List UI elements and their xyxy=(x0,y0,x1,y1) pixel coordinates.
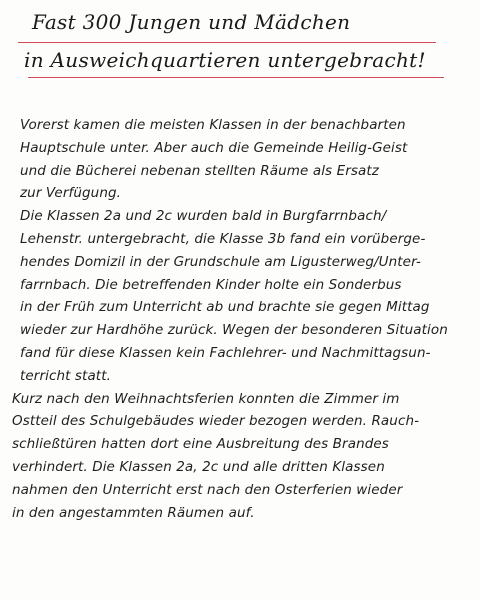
text-line: schließtüren hatten dort eine Ausbreitung des Brandes xyxy=(12,436,389,453)
text-line: fand für diese Klassen kein Fachlehrer- und Nachmittagsun- xyxy=(20,344,431,361)
text-line: hendes Domizil in der Grundschule am Ligusterweg/Unter- xyxy=(20,253,421,270)
text-line: Hauptschule unter. Aber auch die Gemeinde Heilig-Geist xyxy=(20,139,408,156)
headline-text-2: in Ausweichquartieren untergebracht! xyxy=(24,48,426,72)
headline-text-1: Fast 300 Jungen und Mädchen xyxy=(32,10,351,34)
text-line: farrnbach. Die betreffenden Kinder holte ein Sonderbus xyxy=(20,276,402,293)
text-line: Die Klassen 2a und 2c wurden bald in Burgfarrnbach/ xyxy=(20,208,387,225)
headline-line-2 xyxy=(14,42,464,80)
body-paragraphs xyxy=(8,114,474,524)
text-line: Kurz nach den Weihnachtsferien konnten die Zimmer im xyxy=(12,390,400,407)
text-line: Lehenstr. untergebracht, die Klasse 3b fand ein vorüberge- xyxy=(20,230,426,247)
text-line: Vorerst kamen die meisten Klassen in der benachbarten xyxy=(20,117,406,133)
headline-line-1 xyxy=(14,4,464,42)
headline xyxy=(14,4,464,80)
text-line: zur Verfügung. xyxy=(20,185,122,202)
text-line: und die Bücherei nebenan stellten Räume als Ersatz xyxy=(20,162,379,179)
text-line: in der Früh zum Unterricht ab und brachte sie gegen Mittag xyxy=(20,299,430,316)
headline-underline-2 xyxy=(28,77,444,78)
text-line: nahmen den Unterricht erst nach den Osterferien wieder xyxy=(12,481,403,498)
text-line: terricht statt. xyxy=(20,367,111,384)
text-line: verhindert. Die Klassen 2a, 2c und alle dritten Klassen xyxy=(12,458,385,475)
text-line: wieder zur Hardhöhe zurück. Wegen der besonderen Situation xyxy=(20,322,448,339)
text-line: in den angestammten Räumen auf. xyxy=(12,504,255,521)
text-line: Ostteil des Schulgebäudes wieder bezogen werden. Rauch- xyxy=(12,413,420,430)
